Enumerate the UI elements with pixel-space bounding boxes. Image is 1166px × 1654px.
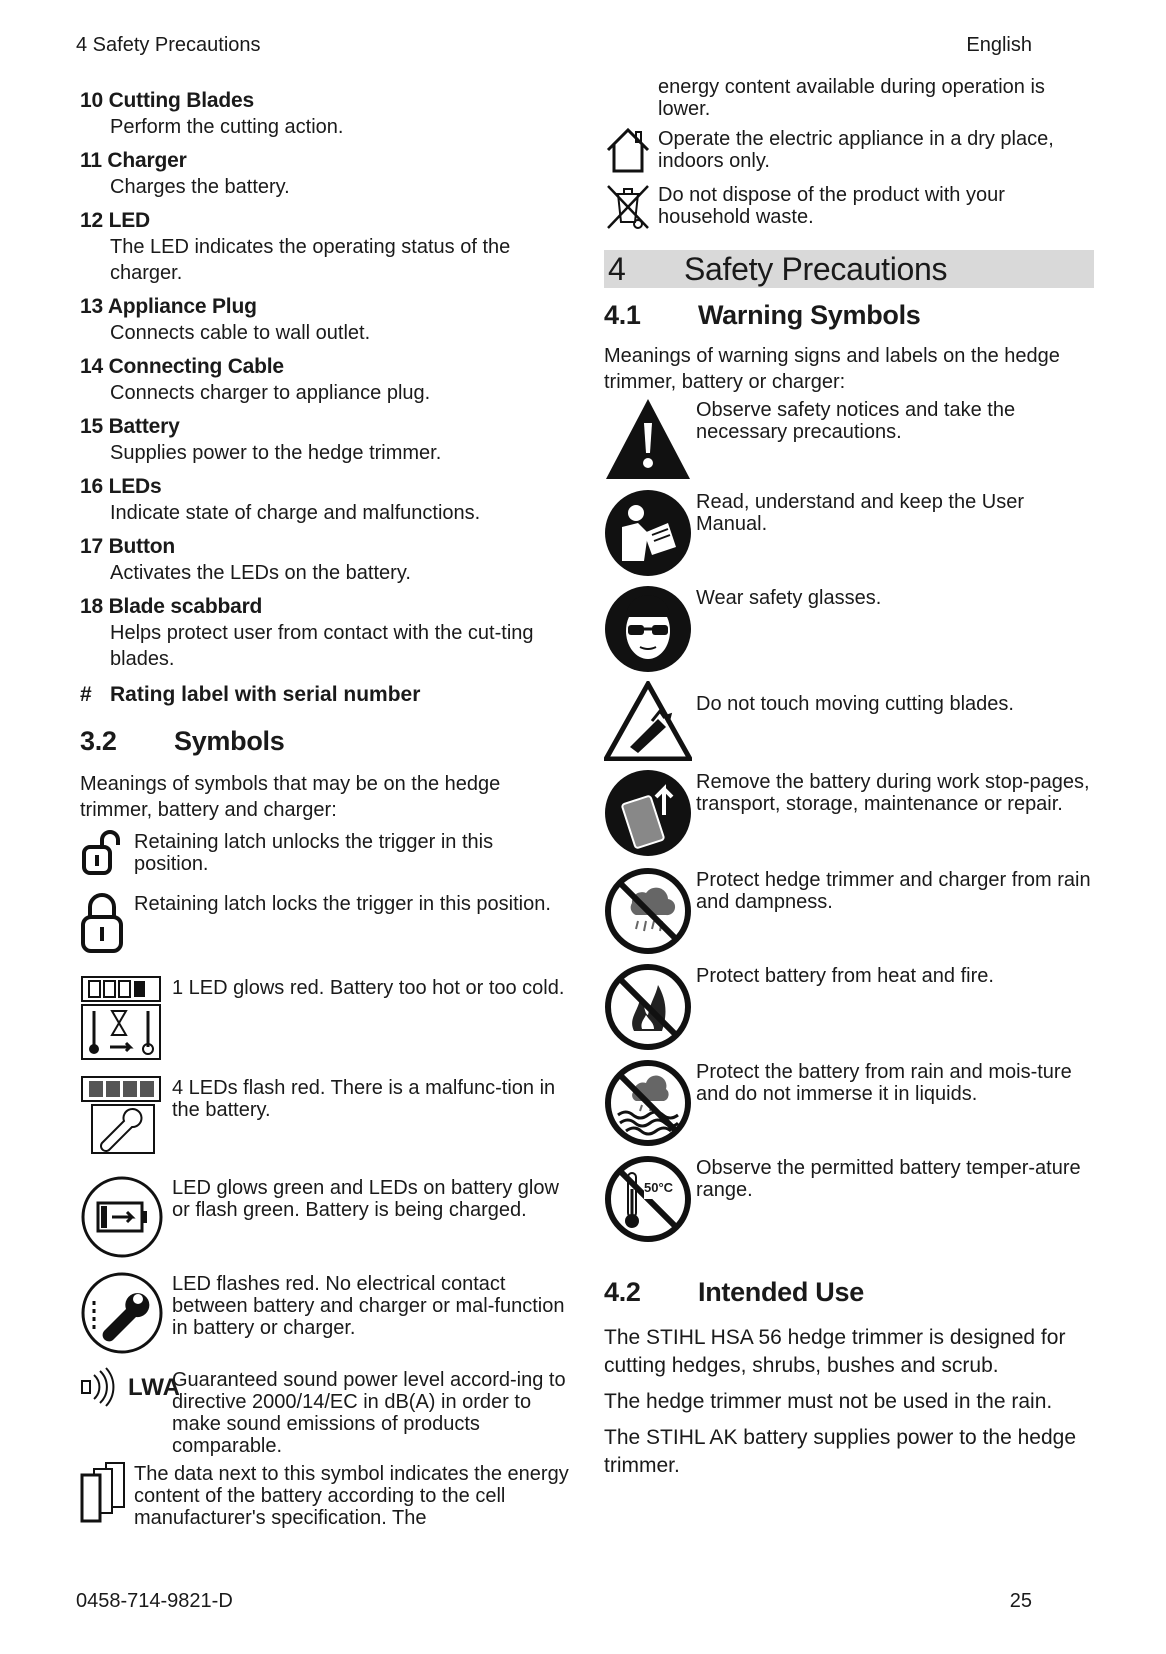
symbol-entry <box>80 1461 570 1529</box>
part-item <box>80 208 570 286</box>
warning-text: Do not touch moving cutting blades. <box>696 693 1014 715</box>
safety-heading <box>604 250 1094 288</box>
right-column <box>604 76 1094 1488</box>
warning-text: Protect the battery from rain and mois-ture and do not immerse it in liquids. <box>696 1061 1072 1105</box>
intended-paragraph: The hedge trimmer must not be used in the rain. <box>604 1390 1053 1413</box>
part-title: 13 Appliance Plug <box>80 295 257 318</box>
no-fire-icon <box>604 963 696 1051</box>
section-number: 4.1 <box>604 300 641 330</box>
sound-power-icon <box>80 1367 180 1407</box>
battery-temperature-icon <box>80 975 172 1063</box>
warning-text: Observe the permitted battery temper-ature range. <box>696 1157 1081 1201</box>
section-title: Warning Symbols <box>698 300 921 330</box>
symbol-text: 4 LEDs flash red. There is a malfunc-tion in the battery. <box>172 1077 556 1121</box>
read-manual-icon <box>604 489 696 577</box>
section-title: Safety Precautions <box>684 250 948 287</box>
symbol-entry <box>80 975 570 1063</box>
symbol-entry <box>80 1175 570 1259</box>
symbol-text: Retaining latch unlocks the trigger in this position. <box>134 831 494 875</box>
battery-malfunction-icon <box>80 1075 172 1155</box>
symbol-text: Operate the electric appliance in a dry place, indoors only. <box>658 128 1054 172</box>
document-number: 0458-714-9821-D <box>76 1590 233 1612</box>
warning-entry <box>604 585 1094 681</box>
safety-glasses-icon <box>604 585 696 673</box>
section-number: 4 <box>608 250 626 287</box>
part-description: Connects charger to appliance plug. <box>110 382 431 404</box>
intended-paragraph: The STIHL AK battery supplies power to the hedge trimmer. <box>604 1426 1076 1477</box>
part-title: 16 LEDs <box>80 475 162 498</box>
warning-text: Observe safety notices and take the necessary precautions. <box>696 399 1016 443</box>
warning-entry <box>604 867 1094 963</box>
part-item <box>80 148 570 200</box>
rating-hash: # <box>80 683 92 706</box>
part-description: Indicate state of charge and malfunctions. <box>110 502 481 524</box>
part-title: 12 LED <box>80 209 150 232</box>
part-title: 14 Connecting Cable <box>80 355 284 378</box>
crossed-bin-icon <box>604 182 658 232</box>
temperature-label: 50°C <box>644 1177 673 1199</box>
symbol-entry <box>80 1271 570 1355</box>
part-title: 15 Battery <box>80 415 180 438</box>
warning-entry <box>604 963 1094 1059</box>
part-item <box>80 594 570 672</box>
symbol-text: Do not dispose of the product with your household waste. <box>658 184 1005 228</box>
page-header-section: 4 Safety Precautions <box>76 34 261 56</box>
intended-paragraph: The STIHL HSA 56 hedge trimmer is designed for cutting hedges, shrubs, bushes and scrub. <box>604 1326 1066 1377</box>
symbol-entry <box>604 182 1094 232</box>
unlocked-padlock-icon <box>80 829 134 877</box>
section-number: 3.2 <box>80 726 117 756</box>
left-column <box>80 88 570 1529</box>
page-number: 25 <box>1009 1590 1032 1612</box>
section-title: Symbols <box>174 726 285 756</box>
part-description: Activates the LEDs on the battery. <box>110 562 411 584</box>
part-description: Helps protect user from contact with the cut-ting blades. <box>110 622 534 670</box>
house-icon <box>604 126 658 174</box>
part-title: 10 Cutting Blades <box>80 89 254 112</box>
warning-text: Protect battery from heat and fire. <box>696 965 994 987</box>
symbol-entry <box>80 1075 570 1155</box>
section-title: Intended Use <box>698 1277 864 1307</box>
part-item <box>80 294 570 346</box>
part-description: Connects cable to wall outlet. <box>110 322 371 344</box>
part-item <box>80 474 570 526</box>
hand-blade-warning-icon <box>604 681 696 761</box>
part-description: Perform the cutting action. <box>110 116 344 138</box>
warning-text: Remove the battery during work stop-pages, transport, storage, maintenance or repair. <box>696 771 1090 815</box>
rating-label-item <box>80 682 570 708</box>
part-title: 18 Blade scabbard <box>80 595 263 618</box>
warning-text: Wear safety glasses. <box>696 587 882 609</box>
warning-entry <box>604 681 1094 769</box>
part-description: Supplies power to the hedge trimmer. <box>110 442 442 464</box>
page-header-language: English <box>966 34 1032 56</box>
part-item <box>80 414 570 466</box>
symbol-text: Retaining latch locks the trigger in this position. <box>134 893 551 915</box>
temperature-limit-icon <box>604 1155 696 1243</box>
part-description: The LED indicates the operating status of the charger. <box>110 236 511 284</box>
symbol-text: LED flashes red. No electrical contact between battery and charger or mal-function in battery or charger. <box>172 1273 565 1339</box>
part-item <box>80 88 570 140</box>
symbols-heading <box>80 726 570 757</box>
part-item <box>80 354 570 406</box>
rating-label-text: Rating label with serial number <box>110 683 421 706</box>
battery-cells-icon <box>80 1461 134 1523</box>
symbol-text: Guaranteed sound power level accord-ing to directive 2000/14/EC in dB(A) in order to make sound emissions of products comparable. <box>172 1369 566 1457</box>
warning-entry <box>604 769 1094 867</box>
intended-use-heading <box>604 1277 1094 1308</box>
warning-entry <box>604 1059 1094 1155</box>
warning-entry <box>604 397 1094 489</box>
part-item <box>80 534 570 586</box>
warning-entry <box>604 489 1094 585</box>
symbol-entry <box>604 126 1094 174</box>
part-title: 11 Charger <box>80 149 187 172</box>
symbol-entry <box>80 1367 570 1457</box>
no-immersion-icon <box>604 1059 696 1147</box>
warning-intro: Meanings of warning signs and labels on the hedge trimmer, battery or charger: <box>604 345 1060 393</box>
warning-text: Read, understand and keep the User Manual. <box>696 491 1024 535</box>
section-number: 4.2 <box>604 1277 641 1307</box>
warning-text: Protect hedge trimmer and charger from rain and dampness. <box>696 869 1091 913</box>
symbol-entry <box>80 829 570 877</box>
warning-entry <box>604 1155 1094 1255</box>
lwa-label: LWA <box>128 1374 180 1401</box>
symbol-text: 1 LED glows red. Battery too hot or too cold. <box>172 977 565 999</box>
symbol-text: The data next to this symbol indicates the energy content of the battery according to the cell manufacturer's specification. The <box>134 1463 569 1529</box>
locked-padlock-icon <box>80 891 134 955</box>
no-rain-icon <box>604 867 696 955</box>
remove-battery-icon <box>604 769 696 857</box>
part-title: 17 Button <box>80 535 176 558</box>
symbol-entry <box>80 891 570 955</box>
symbols-intro: Meanings of symbols that may be on the hedge trimmer, battery and charger: <box>80 773 501 821</box>
symbol-text: LED glows green and LEDs on battery glow or flash green. Battery is being charged. <box>172 1177 559 1221</box>
warning-symbols-heading <box>604 300 1094 331</box>
symbol-continuation: energy content available during operation is lower. <box>658 76 1045 120</box>
battery-charging-icon <box>80 1175 172 1259</box>
wrench-icon <box>80 1271 172 1355</box>
warning-triangle-icon <box>604 397 696 481</box>
part-description: Charges the battery. <box>110 176 290 198</box>
